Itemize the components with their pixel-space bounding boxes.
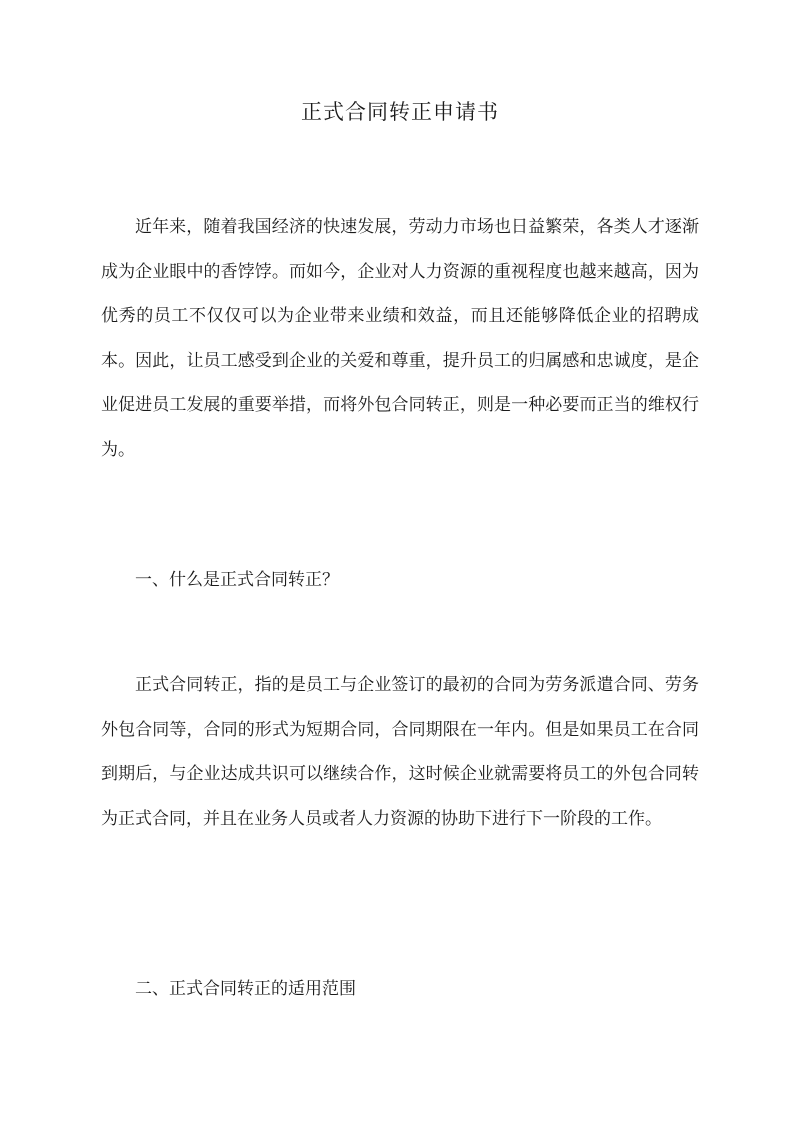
section-heading-scope: 二、正式合同转正的适用范围 (135, 979, 356, 999)
section-heading-what-is: 一、什么是正式合同转正？ (135, 570, 339, 590)
document-title: 正式合同转正申请书 (301, 100, 499, 124)
definition-paragraph: 正式合同转正，指的是员工与企业签订的最初的合同为劳务派遣合同、劳务外包合同等，合同的形式为短期合同，合同期限在一年内。但是如果员工在合同到期后，与企业达成共识可以继续合作，这时候企业就需要将员工的外包合同转为正式合同，并且在业务人员或者人力资源的协助下进行下一阶段的工作。 (101, 675, 699, 829)
intro-paragraph: 近年来，随着我国经济的快速发展，劳动力市场也日益繁荣，各类人才逐渐成为企业眼中的香饽饽。而如今，企业对人力资源的重视程度也越来越高，因为优秀的员工不仅仅可以为企业带来业绩和效益，而且还能够降低企业的招聘成本。因此，让员工感受到企业的关爱和尊重，提升员工的归属感和忠诚度，是企业促进员工发展的重要举措，而将外包合同转正，则是一种必要而正当的维权行为。 (101, 217, 699, 460)
